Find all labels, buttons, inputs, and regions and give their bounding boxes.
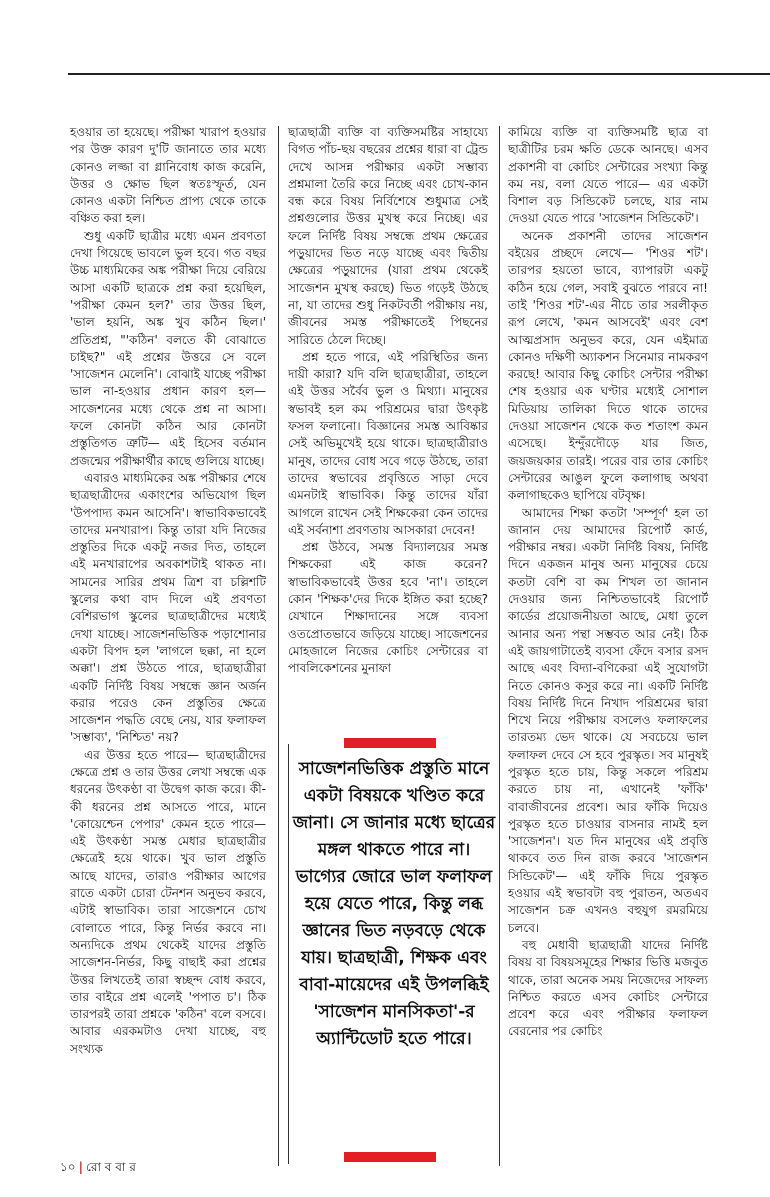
top-rule [68, 73, 770, 75]
column-divider [499, 126, 500, 1166]
page-number: ১০ [60, 1160, 76, 1174]
section-name: রো ব বা র [85, 1160, 136, 1174]
page-footer [60, 1159, 136, 1179]
paragraph: কামিয়ে ব্যক্তি বা ব্যক্তিসমষ্টি ছাত্র বা ছাত্রীটির চরম ক্ষতি ডেকে আনছে। এসব প্রকাশনী বা কোচিং সেন্টারের সংখ্যা কিন্তু কম নয়, বলা যেতে পারে— এর একটা বিশাল বড় সিন্ডিকেট চলছে, যার নাম দেওয়া যেতে পারে 'সাজেশন সিন্ডিকেট'। [508, 125, 708, 226]
paragraph: এবারও মাধ্যমিকের অঙ্ক পরীক্ষার শেষে ছাত্রছাত্রীদের একাংশের অভিযোগ ছিল 'উপপাদ্য কমন আসেনি'। স্বাভাবিকভাবেই তাদের মনখারাপ। কিন্তু তারা যদি নিজের প্রস্তুতির দিকে একটু নজর দিত, তাহলে এই মনখারাপের অবকাশটাই থাকত না। সামনের সারির প্রথম ত্রিশ বা চল্লিশটি স্কুলের কথা বাদ দিলে এই প্রবণতা বেশিরভাগ স্কুলের ছাত্রছাত্রীদের মধ্যেই দেখা যাচ্ছে। সাজেশনভিত্তিক পড়াশোনার একটা বিপদ হল 'লাগলে ছক্কা, না হলে অক্কা'। প্রশ্ন উঠতে পারে, ছাত্রছাত্রীরা একটি নির্দিষ্ট বিষয় সম্বন্ধে জ্ঞান অর্জন করার পরেও কেন প্রস্তুতির ক্ষেত্রে সাজেশন পদ্ধতি বেছে নেয়, যার ফলাফল 'সম্ভাব্য', 'নিশ্চিত' নয়? [70, 470, 266, 745]
paragraph: অনেক প্রকাশনী তাদের সাজেশন বইয়ের প্রচ্ছদে লেখে— 'শিওর শট'। তারপর হয়তো ভাবে, ব্যাপারটা একটু কঠিন হয়ে গেল, সবাই বুঝতে পারবে না! তাই 'শিওর শট'-এর নীচে তার সরলীকৃত রূপ লেখে, 'কমন আসবেই' এবং বেশ আত্মপ্রসাদ অনুভব করে, যেন এইমাত্র কোনও দক্ষিণী অ্যাকশন সিনেমার নামকরণ করছে! আবার কিছু কোচিং সেন্টার পরীক্ষা শেষ হওয়ার এক ঘণ্টার মধ্যেই সোশাল মিডিয়ায় তালিকা দিতে থাকে তাদের দেওয়া সাজেশন থেকে কত শতাংশ কমন এসেছে। ইন্দুঁরদৌড়ে যার জিত, জয়জয়কার তারই। পরের বার তার কোচিং সেন্টারের আঙুল ফুলে কলাগাছ অথবা কলাগাছকেও ছাপিয়ে বটবৃক্ষ। [508, 228, 708, 503]
article-column-2 [288, 124, 488, 678]
column-divider [278, 126, 279, 1166]
footer-separator: | [78, 1160, 83, 1174]
pull-quote [290, 738, 498, 1168]
paragraph: প্রশ্ন হতে পারে, এই পরিস্থিতির জন্য দায়ী কারা? যদি বলি ছাত্রছাত্রীরা, তাহলে এই উত্তর সর্বৈব ভুল ও মিথ্যা। মানুষের স্বভাবই হল কম পরিশ্রমের দ্বারা উৎকৃষ্ট ফসল ফলানো। বিজ্ঞানের সমস্ত আবিষ্কার সেই অভিমুখেই হয়ে থাকে। ছাত্রছাত্রীরাও মানুষ, তাদের বোধ সবে গড়ে উঠছে, তারা তাদের স্বভাবের প্রবৃত্তিতে সাড়া দেবে এমনটাই স্বাভাবিক। কিন্তু তাদের যাঁরা আগলে রাখেন সেই শিক্ষকেরা কেন তাদের এই সর্বনাশা প্রবণতায় আসকারা দেবেন! [288, 349, 488, 537]
paragraph: ছাত্রছাত্রী ব্যক্তি বা ব্যক্তিসমষ্টির সাহায্যে বিগত পাঁচ-ছয় বছরের প্রশ্নের ধারা বা ট্রেন্ড দেখে আসন্ন পরীক্ষার একটা সম্ভাব্য প্রশ্নমালা তৈরি করে নিচ্ছে এবং চোখ-কান বন্ধ করে বিষয় নির্বিশেষে শুধুমাত্র সেই প্রশ্নগুলোর উত্তর মুখস্থ করে নিচ্ছে। এর ফলে নির্দিষ্ট বিষয় সম্বন্ধে প্রথম ক্ষেত্রের পড়ুয়াদের ভিত নড়ে যাচ্ছে এবং দ্বিতীয় ক্ষেত্রের পড়ুয়াদের (যারা প্রথম থেকেই সাজেশন মুখস্থ করছে) ভিত গড়েই উঠছে না, যা তাদের শুধু নিকটবর্তী পরীক্ষায় নয়, জীবনের সমস্ত পরীক্ষাতেই পিছনের সারিতে ঠেলে দিচ্ছে। [288, 125, 488, 347]
pull-quote-top-bar [344, 738, 436, 748]
article-column-3 [508, 124, 708, 1041]
paragraph: প্রশ্ন উঠবে, সমস্ত বিদ্যালয়ের সমস্ত শিক্ষকেরা এই কাজ করেন? স্বাভাবিকভাবেই উত্তর হবে 'না'। তাহলে কোন 'শিক্ষক'দের দিকে ইঙ্গিত করা হচ্ছে? যেখানে শিক্ষাদানের সঙ্গে ব্যবসা ওতপ্রোতভাবে জড়িয়ে যাচ্ছে। সাজেশনের মোহজালে নিজের কোচিং সেন্টারের বা পাবলিকেশনের মুনাফা [288, 540, 488, 676]
paragraph: হওয়ার তা হয়েছে। পরীক্ষা খারাপ হওয়ার পর উক্ত কারণ দু'টি জানাতে তার মধ্যে কোনও লজ্জা বা গ্লানিবোধ কাজ করেনি, উত্তর ও ক্ষোভ ছিল স্বতঃস্ফূর্ত, যেন কোনও একটা নিশ্চিত প্রাপ্য থেকে তাকে বঞ্চিত করা হল। [70, 125, 266, 226]
paragraph: শুধু একটি ছাত্রীর মধ্যে এমন প্রবণতা দেখা গিয়েছে ভাবলে ভুল হবে। গত বছর উচ্চ মাধ্যমিকের অঙ্ক পরীক্ষা দিয়ে বেরিয়ে আসা একটি ছাত্রকে প্রশ্ন করা হয়েছিল, 'পরীক্ষা কেমন হল?' তার উত্তর ছিল, 'ভাল হয়নি, অঙ্ক খুব কঠিন ছিল।' প্রতিপ্রশ্ন, "'কঠিন' বলতে কী বোঝাতে চাইছ?" এই প্রশ্নের উত্তরে সে বলে 'সাজেশন মেলেনি'। বোঝাই যাচ্ছে পরীক্ষা ভাল না-হওয়ার প্রধান কারণ হল— সাজেশনের মধ্যে থেকে প্রশ্ন না আসা। ফলে কোনটা কঠিন আর কোনটা প্রস্তুতিগত ত্রুটি— এই হিসেব বর্তমান প্রজন্মের পরীক্ষার্থীর কাছে গুলিয়ে যাচ্ছে। [70, 228, 266, 468]
paragraph: আমাদের শিক্ষা কতটা 'সম্পূর্ণ' হল তা জানান দেয় আমাদের রিপোর্ট কার্ড, পরীক্ষার নম্বর। একটা নির্দিষ্ট বিষয়, নির্দিষ্ট দিনে একজন মানুষ অন্য মানুষের চেয়ে কতটা বেশি বা কম শিখল তা জানান দেওয়ার জন্য নিশ্চিতভাবেই রিপোর্ট কার্ডের প্রয়োজনীয়তা আছে, মেধা তুলে আনার অন্য পন্থা সম্ভবত আর নেই। ঠিক এই জায়গাটাতেই ব্যবসা ফেঁদে বসার রসদ আছে এবং বিদ্যা-বণিকেরা এই সুযোগটা নিতে কোনও কসুর করে না। একটি নির্দিষ্ট বিষয় নির্দিষ্ট দিনে নিখাদ পরিশ্রমের দ্বারা শিখে নিয়ে পরীক্ষায় বসলেও ফলাফলের তারতম্য ভেদ থাকে। যে সবচেয়ে ভাল ফলাফল দেবে সে হবে পুরস্কৃত। সব মানুষই পুরস্কৃত হতে চায়, কিন্তু সকলে পরিশ্রম করতে চায় না, এখানেই 'ফাঁকি' বাবাজীবনের প্রবেশ। আর ফাঁকি দিয়েও পুরস্কৃত হতে চাওয়ার বাসনার নামই হল 'সাজেশন'। যত দিন মানুষের এই প্রবৃত্তি থাকবে তত দিন রাজ করবে 'সাজেশন সিন্ডিকেট'— এই ফাঁকি দিয়ে পুরস্কৃত হওয়ার এই স্বভাবটা বহু পুরাতন, অতএব সাজেশন চক্র এখনও বহুযুগ রমরমিয়ে চলবে। [508, 505, 708, 935]
pull-quote-border [288, 744, 289, 1164]
pull-quote-bottom-bar [344, 1152, 436, 1162]
paragraph: এর উত্তর হতে পারে— ছাত্রছাত্রীদের ক্ষেত্রে প্রশ্ন ও তার উত্তর লেখা সম্বন্ধে এক ধরনের উৎকণ্ঠা বা উদ্বেগ কাজ করে। কী-কী ধরনের প্রশ্ন আসতে পারে, মানে 'কোয়েশ্চেন পেপার' কেমন হতে পারে— এই উৎকণ্ঠা সমস্ত মেধার ছাত্রছাত্রীর ক্ষেত্রেই হয়ে থাকে। খুব ভাল প্রস্তুতি আছে যাদের, তারাও পরীক্ষার আগের রাতে একটা চোরা টেনশন অনুভব করবে, এটাই স্বাভাবিক। তারা সাজেশনে চোখ বোলাতে পারে, কিন্তু নির্ভর করবে না। অন্যদিকে প্রথম থেকেই যাদের প্রস্তুতি সাজেশন-নির্ভর, কিছু বাছাই করা প্রশ্নের উত্তর লিখতেই তারা স্বচ্ছন্দ বোধ করবে, তার বাইরে প্রশ্ন এলেই 'পপাত চ'। ঠিক তারপরই তারা প্রশ্নকে 'কঠিন' বলে বসবে। আবার এরকমটাও দেখা যাচ্ছে, বহু সংখ্যক [70, 747, 266, 1056]
pull-quote-text: সাজেশনভিত্তিক প্রস্তুতি মানে একটা বিষয়কে খণ্ডিত করে জানা। সে জানার মধ্যে ছাত্রের মঙ্গল থাকতে পারে না। ভাগ্যের জোরে ভাল ফলাফল হয়ে যেতে পারে, কিন্তু লব্ধ জ্ঞানের ভিত নড়বড়ে থেকে যায়। ছাত্রছাত্রী, শিক্ষক এবং বাবা-মায়েদের এই উপলব্ধিই 'সাজেশন মানসিকতা'-র অ্যান্টিডোট হতে পারে। [292, 759, 496, 1049]
article-column-1 [70, 124, 266, 1058]
paragraph: বহু মেধাবী ছাত্রছাত্রী যাদের নির্দিষ্ট বিষয় বা বিষয়সমূহের শিক্ষার ভিত্তি মজবুত থাকে, তারা অনেক সময় নিজেদের সাফল্য নিশ্চিত করতে এসব কোচিং সেন্টারে প্রবেশ করে এবং পরীক্ষার ফলাফল বেরনোর পর কোচিং [508, 937, 708, 1039]
